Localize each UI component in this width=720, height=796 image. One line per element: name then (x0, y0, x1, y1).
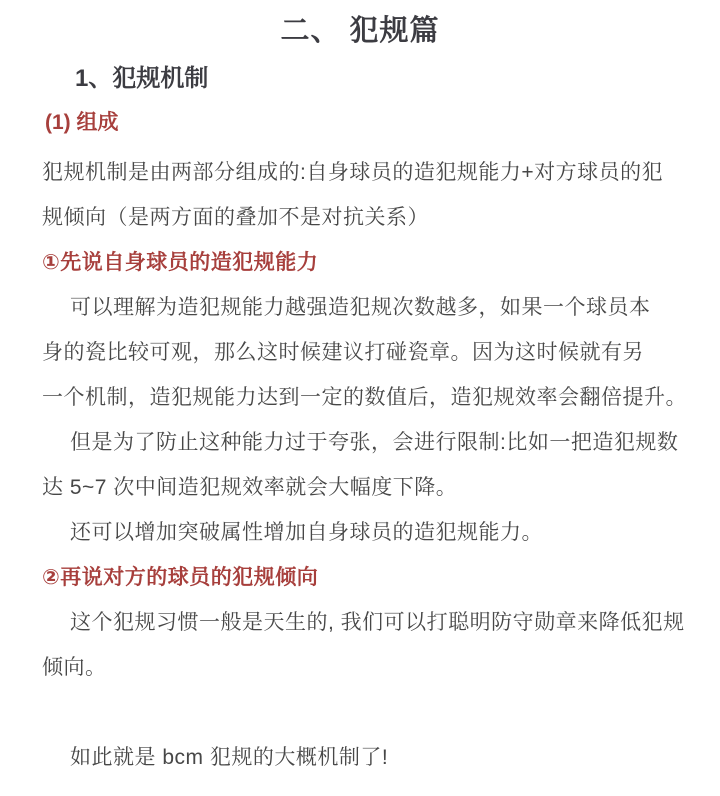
section-heading: 1、犯规机制 (75, 65, 209, 92)
point1-heading: ①先说自身球员的造犯规能力 (42, 251, 319, 274)
subsection-heading: (1) 组成 (45, 111, 119, 134)
point2-para1-line-2: 倾向。 (42, 656, 107, 679)
closing-line: 如此就是 bcm 犯规的大概机制了! (70, 746, 389, 769)
point1-para2-line-1: 但是为了防止这种能力过于夸张，会进行限制:比如一把造犯规数 (70, 431, 679, 454)
point1-para1-line-2: 身的瓷比较可观，那么这时候建议打碰瓷章。因为这时候就有另 (42, 341, 644, 364)
point2-heading: ②再说对方的球员的犯规倾向 (42, 566, 319, 589)
document-page (0, 14, 720, 796)
point2-para1-line-1: 这个犯规习惯一般是天生的, 我们可以打聪明防守勋章来降低犯规 (70, 611, 685, 634)
point1-para1-line-1: 可以理解为造犯规能力越强造犯规次数越多，如果一个球员本 (70, 296, 651, 319)
intro-line-1: 犯规机制是由两部分组成的:自身球员的造犯规能力+对方球员的犯 (42, 161, 664, 184)
blank-line (42, 690, 682, 735)
page-title: 二、 犯规篇 (280, 15, 440, 47)
intro-line-2: 规倾向（是两方面的叠加不是对抗关系） (42, 206, 429, 229)
point1-para1-line-3: 一个机制，造犯规能力达到一定的数值后，造犯规效率会翻倍提升。 (42, 386, 687, 409)
point1-para2-line-2: 达 5~7 次中间造犯规效率就会大幅度下降。 (42, 476, 458, 499)
document-body (42, 150, 687, 780)
point1-para3-line-1: 还可以增加突破属性增加自身球员的造犯规能力。 (70, 521, 543, 544)
